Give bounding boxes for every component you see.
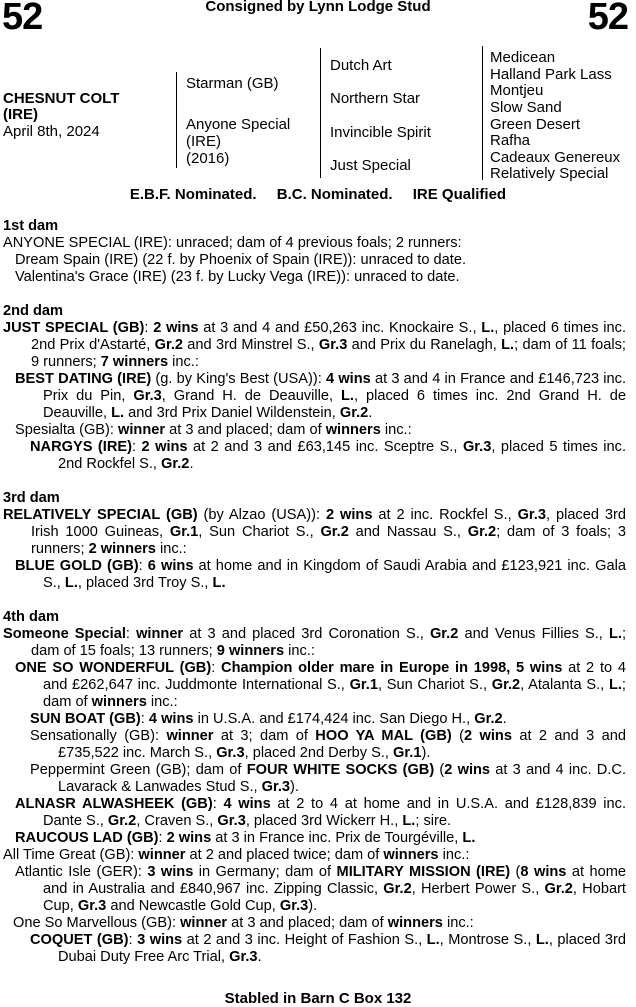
produce-sensationally: Sensationally (GB): winner at 3; dam of HOO YA MAL (GB) (2 wins at 2 and 3 and £735,522 inc. March S., Gr.3, placed 2nd Derby S., Gr.1). <box>30 728 626 761</box>
produce-one-so-wonderful: ONE SO WONDERFUL (GB): Champion older mare in Europe in 1998, 5 wins at 2 to 4 and £262,647 inc. Juddmonte International S., Gr.1, Sun Chariot S., Gr.2, Atalanta S., L.; dam of winners inc.: <box>15 660 626 710</box>
produce-blue-gold: BLUE GOLD (GB): 6 wins at home and in Kingdom of Saudi Arabia and £123,921 inc. Gala S., L., placed 3rd Troy S., L. <box>15 558 626 591</box>
produce-nargys: NARGYS (IRE): 2 wins at 2 and 3 and £63,145 inc. Sceptre S., Gr.3, placed 5 times inc. 2nd Rockfel S., Gr.2. <box>30 439 626 472</box>
section-third-dam: 3rd dam <box>3 490 60 506</box>
pedigree-dam-country: (IRE) <box>186 133 221 150</box>
pedigree-gen3-4: Slow Sand <box>490 99 562 116</box>
pedigree-gen3-6: Rafha <box>490 132 531 149</box>
pedigree-sire-dam: Northern Star <box>330 90 421 107</box>
first-dam-entry: ANYONE SPECIAL (IRE): unraced; dam of 4 previous foals; 2 runners: <box>3 235 462 251</box>
consignor: Consigned by Lynn Lodge Stud <box>205 0 431 15</box>
horse-country: (IRE) <box>3 106 38 123</box>
produce-peppermint-green: Peppermint Green (GB); dam of FOUR WHITE SOCKS (GB) (2 wins at 3 and 4 inc. D.C. Lavarack & Lanwades Stud S., Gr.3). <box>30 762 626 795</box>
stabling-info: Stabled in Barn C Box 132 <box>224 990 412 1007</box>
ire-qualified: IRE Qualified <box>412 186 507 203</box>
pedigree-sire: Starman (GB) <box>186 75 279 92</box>
pedigree-gen3-7: Cadeaux Genereux <box>490 149 621 166</box>
pedigree-bracket-2 <box>320 48 321 178</box>
section-fourth-dam: 4th dam <box>3 609 59 625</box>
section-first-dam: 1st dam <box>3 218 59 234</box>
catalogue-body <box>3 218 626 966</box>
second-dam-entry: JUST SPECIAL (GB): 2 wins at 3 and 4 and £50,263 inc. Knockaire S., L., placed 6 times inc. 2nd Prix d'Astarté, Gr.2 and 3rd Minstrel S., Gr.3 and Prix du Ranelagh, L.; dam of 11 foals; 9 runners; 7 winners inc.: <box>3 320 627 370</box>
horse-foaled: April 8th, 2024 <box>3 123 100 140</box>
produce-sun-boat: SUN BOAT (GB): 4 wins in U.S.A. and £174,424 inc. San Diego H., Gr.2. <box>30 711 507 727</box>
ebf-nomination: E.B.F. Nominated. <box>129 186 257 203</box>
produce-atlantic-isle: Atlantic Isle (GER): 3 wins in Germany; dam of MILITARY MISSION (IRE) (8 wins at home and in Australia and £840,967 inc. Zipping Classic, Gr.2, Herbert Power S., Gr.2, Hobart Cup, Gr.3 and Newcastle Gold Cup, Gr.3). <box>15 864 626 914</box>
horse-sex: CHESNUT COLT <box>3 90 120 107</box>
pedigree-gen3-5: Green Desert <box>490 116 581 133</box>
produce-alnasr-alwasheek: ALNASR ALWASHEEK (GB): 4 wins at 2 to 4 at home and in U.S.A. and £128,839 inc. Dante S., Gr.2, Craven S., Gr.3, placed 3rd Wickerr H., L.; sire. <box>15 796 627 829</box>
lot-number-right: 52 <box>587 0 628 38</box>
pedigree-bracket-1 <box>176 72 177 168</box>
produce-best-dating: BEST DATING (IRE) (g. by King's Best (USA)): 4 wins at 3 and 4 in France and £146,723 inc. Prix du Pin, Gr.3, Grand H. de Deauville, L., placed 6 times inc. 2nd Grand H. de Deauville, L. and 3rd Prix Daniel Wildenstein, Gr.2. <box>15 371 627 421</box>
pedigree-gen3-3: Montjeu <box>490 82 544 99</box>
pedigree-dam-dam: Just Special <box>330 157 411 174</box>
bc-nomination: B.C. Nominated. <box>276 186 393 203</box>
produce-spesialta: Spesialta (GB): winner at 3 and placed; dam of winners inc.: <box>15 422 412 438</box>
produce-one-so-marvellous: One So Marvellous (GB): winner at 3 and placed; dam of winners inc.: <box>13 915 474 931</box>
pedigree-gen3-2: Halland Park Lass <box>490 66 612 83</box>
pedigree-gen3-1: Medicean <box>490 49 556 66</box>
pedigree-sire-sire: Dutch Art <box>330 57 392 74</box>
pedigree-bracket-3 <box>482 46 483 180</box>
nominations <box>0 186 636 203</box>
produce-coquet: COQUET (GB): 3 wins at 2 and 3 inc. Height of Fashion S., L., Montrose S., L., placed 3rd Dubai Duty Free Arc Trial, Gr.3. <box>30 932 626 965</box>
pedigree-dam-year: (2016) <box>186 150 230 167</box>
fourth-dam-entry: Someone Special: winner at 3 and placed 3rd Coronation S., Gr.2 and Venus Fillies S., L.; dam of 15 foals; 13 runners; 9 winners inc.: <box>3 626 626 659</box>
third-dam-entry: RELATIVELY SPECIAL (GB) (by Alzao (USA)): 2 wins at 2 inc. Rockfel S., Gr.3, placed 3rd Irish 1000 Guineas, Gr.1, Sun Chariot S., Gr.2 and Nassau S., Gr.2; dam of 3 foals; 3 runners; 2 winners inc.: <box>3 507 626 557</box>
section-second-dam: 2nd dam <box>3 303 64 319</box>
pedigree-gen3-8: Relatively Special <box>490 165 609 182</box>
pedigree-dam-sire: Invincible Spirit <box>330 124 431 141</box>
lot-number-left: 52 <box>2 0 43 38</box>
produce-all-time-great: All Time Great (GB): winner at 2 and placed twice; dam of winners inc.: <box>3 847 470 863</box>
pedigree-dam: Anyone Special <box>186 116 291 133</box>
produce-dream-spain: Dream Spain (IRE) (22 f. by Phoenix of Spain (IRE)): unraced to date. <box>15 252 466 268</box>
produce-valentinas-grace: Valentina's Grace (IRE) (23 f. by Lucky Vega (IRE)): unraced to date. <box>15 269 460 285</box>
produce-raucous-lad: RAUCOUS LAD (GB): 2 wins at 3 in France inc. Prix de Tourgéville, L. <box>15 830 476 846</box>
